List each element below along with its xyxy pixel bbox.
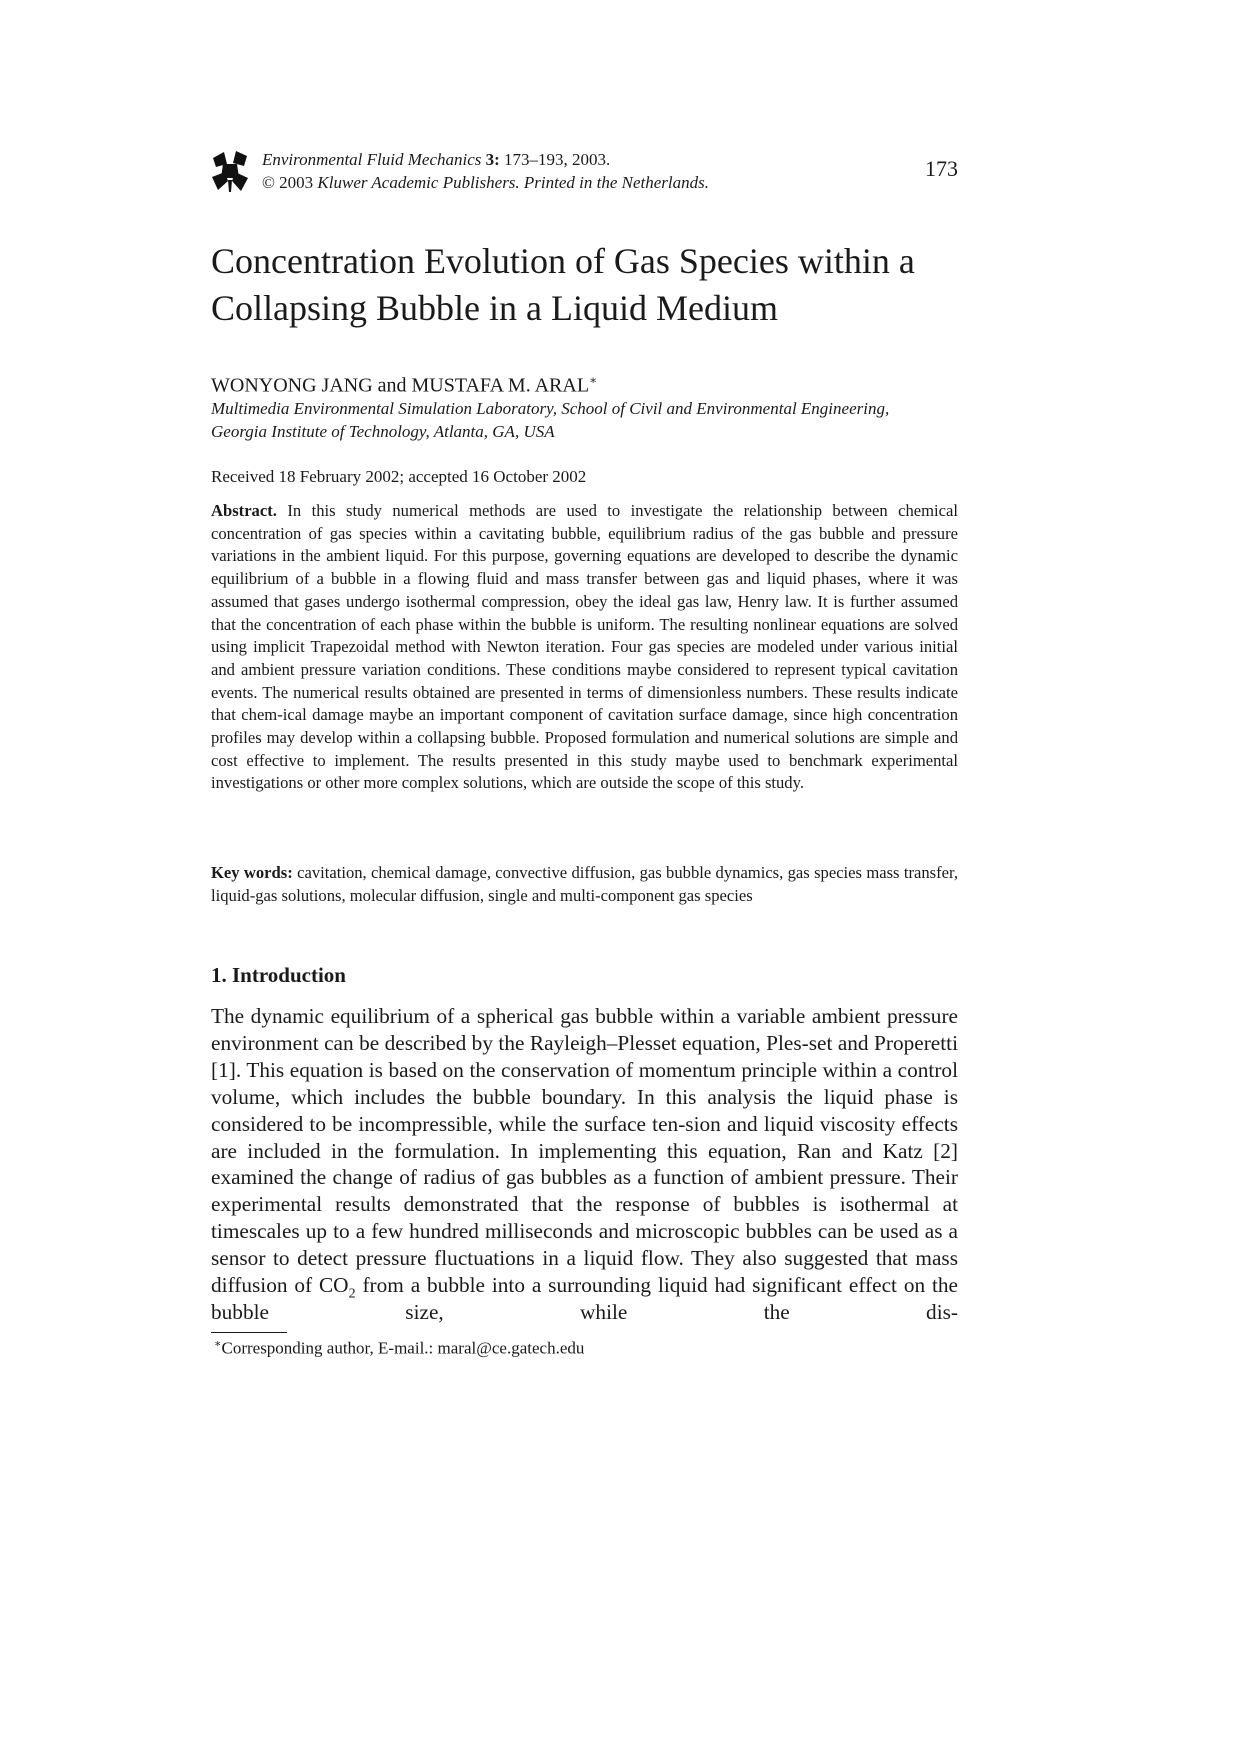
footnote-marker: ∗ [214,1338,222,1350]
journal-pages-year: 173–193, 2003. [499,150,611,169]
journal-citation [262,148,709,194]
abstract-label: Abstract. [211,501,277,520]
title-line-2: Collapsing Bubble in a Liquid Medium [211,288,778,328]
copyright-line [262,171,709,194]
affiliation-line-2: Georgia Institute of Technology, Atlanta, GA, USA [211,422,555,441]
author-names: WONYONG JANG and MUSTAFA M. ARAL [211,374,590,397]
abstract [211,500,958,795]
publisher-line: Kluwer Academic Publishers. Printed in the Netherlands. [317,173,710,192]
author-list [211,373,597,398]
co2-subscript: 2 [348,1286,356,1302]
intro-text-part-2: from a bubble into a surrounding liquid had significant effect on the bubble size, while the dis- [211,1273,958,1324]
footnote-text: Corresponding author, E-mail.: maral@ce.gatech.edu [221,1338,585,1358]
affiliation-line-1: Multimedia Environmental Simulation Laboratory, School of Civil and Environmental Engineering, [211,399,890,418]
paper-title [211,238,991,332]
journal-line [262,148,709,171]
copyright-prefix: © 2003 [262,173,318,192]
keywords-label: Key words: [211,863,293,882]
journal-volume: 3: [485,150,500,169]
title-line-1: Concentration Evolution of Gas Species within a [211,241,915,281]
page-number: 173 [925,156,958,181]
intro-text-part-1: The dynamic equilibrium of a spherical gas bubble within a variable ambient pressure environment can be described by the Rayleigh–Plesset equation, Ples-set and Properetti [1]. This equation is based on the conservation of momentum principle within a control volume, which includes the bubble boundary. In this analysis the liquid phase is considered to be incompressible, while the surface ten-sion and liquid viscosity effects are included in the formulation. In implementing this equation, Ran and Katz [2] examined the change of radius of gas bubbles as a function of ambient pressure. Their experimental results demonstrated that the response of bubbles is isothermal at timescales up to a few hundred milliseconds and microscopic bubbles can be used as a sensor to detect pressure fluctuations in a liquid flow. They also suggested that mass diffusion of CO [211,1004,958,1298]
keywords-text: cavitation, chemical damage, convective diffusion, gas bubble dynamics, gas species mass transfer, liquid-gas solutions, molecular diffusion, single and multi-component gas species [211,863,958,905]
footnote [214,1337,584,1359]
abstract-text: In this study numerical methods are used to investigate the relationship between chemical concentration of gas species within a cavitating bubble, equilibrium radius of the gas bubble and pressure variations in the ambient liquid. For this purpose, governing equations are developed to describe the dynamic equilibrium of a bubble in a flowing fluid and mass transfer between gas and liquid phases, where it was assumed that gases undergo isothermal compression, obey the ideal gas law, Henry law. It is further assumed that the concentration of each phase within the bubble is uniform. The resulting nonlinear equations are solved using implicit Trapezoidal method with Newton iteration. Four gas species are modeled under various initial and ambient pressure variation conditions. These conditions maybe considered to represent typical cavitation events. The numerical results obtained are presented in terms of dimensionless numbers. These results indicate that chem-ical damage maybe an important component of cavitation surface damage, since high concentration profiles may develop within a collapsing bubble. Proposed formulation and numerical solutions are simple and cost effective to implement. The results presented in this study maybe used to benchmark experimental investigations or other more complex solutions, which are outside the scope of this study. [211,501,959,793]
section-heading: 1. Introduction [211,963,346,987]
affiliation [211,397,971,443]
corresponding-author-marker: ∗ [589,373,598,387]
journal-name: Environmental Fluid Mechanics [262,150,482,169]
footnote-divider [211,1332,287,1333]
publisher-logo-icon [211,150,249,192]
received-dates: Received 18 February 2002; accepted 16 October 2002 [211,467,587,486]
introduction-body [211,1003,958,1326]
keywords [211,862,958,907]
